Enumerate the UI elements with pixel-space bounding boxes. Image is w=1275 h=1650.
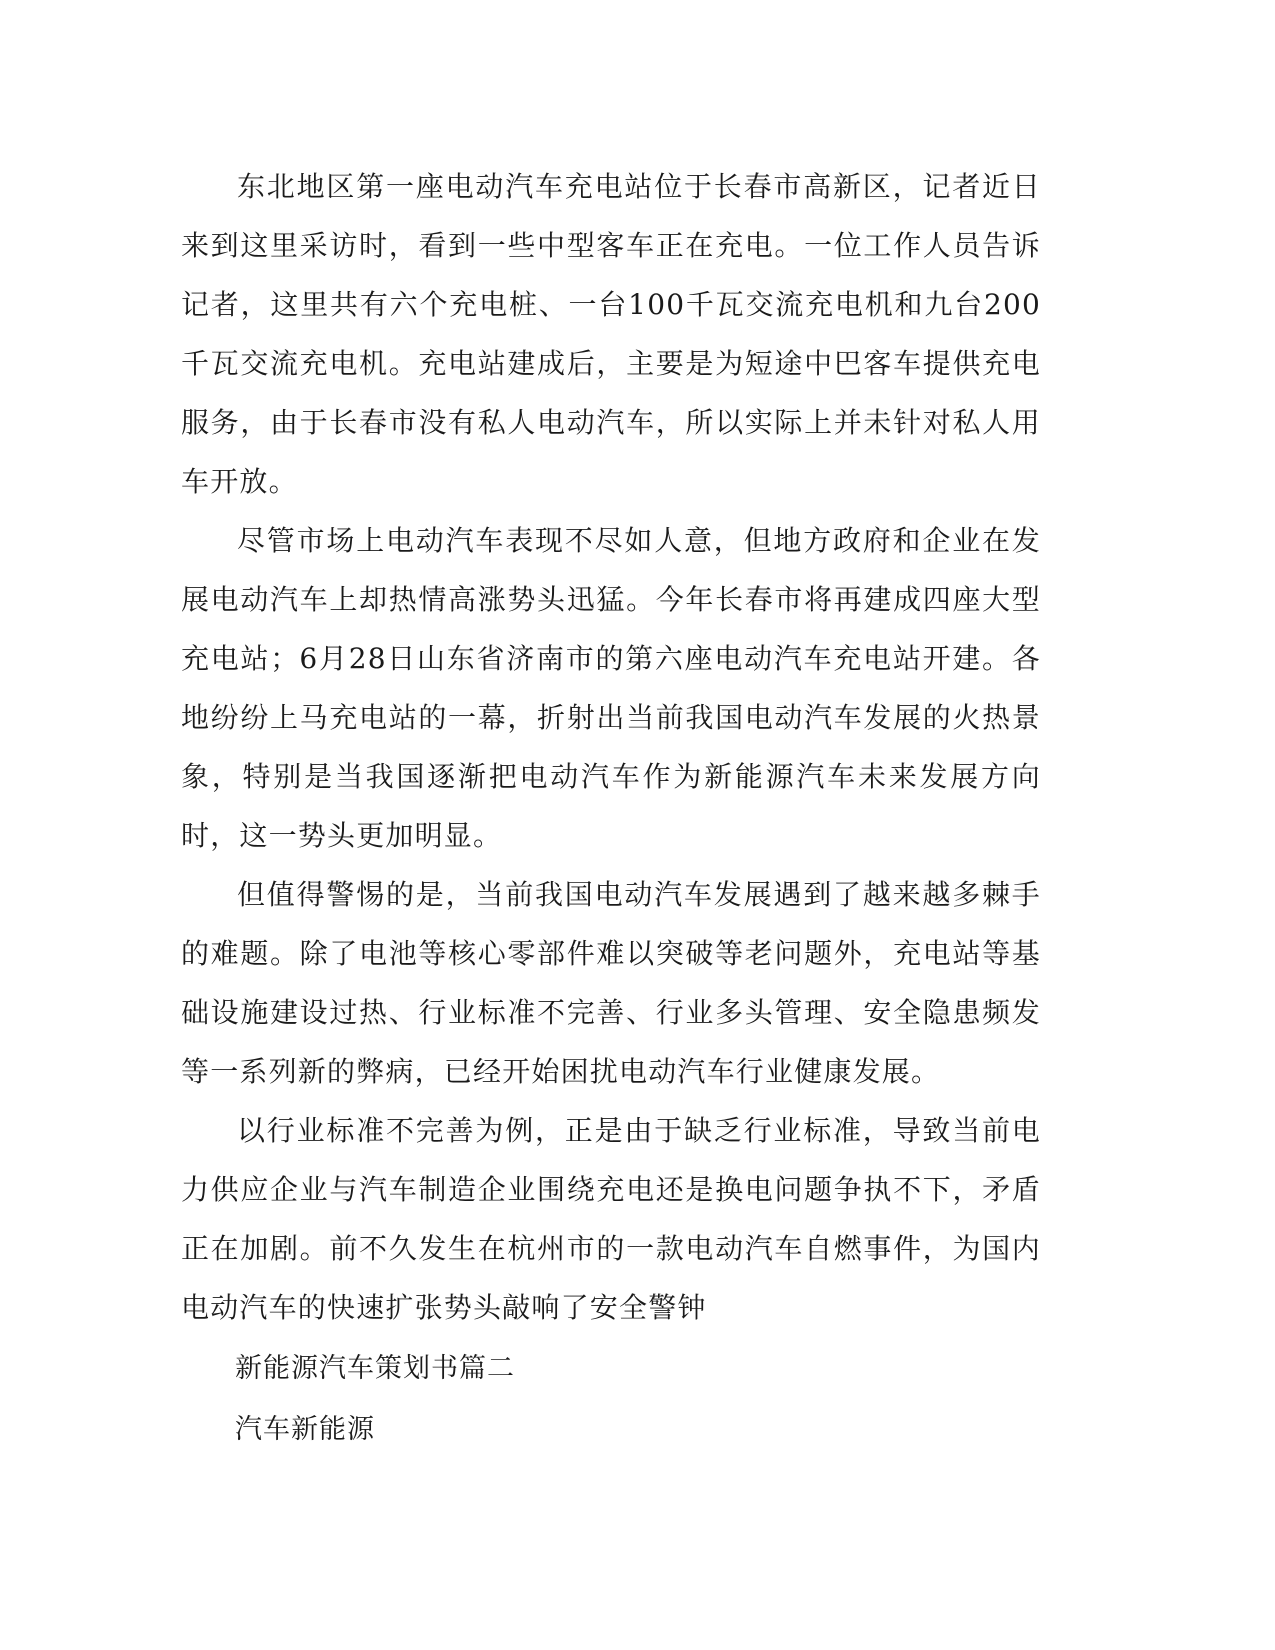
paragraph-4: 以行业标准不完善为例，正是由于缺乏行业标准，导致当前电力供应企业与汽车制造企业围绕充电还是换电问题争执不下，矛盾正在加剧。前不久发生在杭州市的一款电动汽车自燃事件，为国内电动汽车的快速扩张势头敲响了安全警钟 [181, 1114, 1041, 1324]
paragraph-1: 东北地区第一座电动汽车充电站位于长春市高新区，记者近日来到这里采访时，看到一些中型客车正在充电。一位工作人员告诉记者，这里共有六个充电桩、一台100千瓦交流充电机和九台200千瓦交流充电机。充电站建成后，主要是为短途中巴客车提供充电服务，由于长春市没有私人电动汽车，所以实际上并未针对私人用车开放。 [181, 170, 1041, 498]
paragraph-2: 尽管市场上电动汽车表现不尽如人意，但地方政府和企业在发展电动汽车上却热情高涨势头迅猛。今年长春市将再建成四座大型充电站；6月28日山东省济南市的第六座电动汽车充电站开建。各地纷纷上马充电站的一幕，折射出当前我国电动汽车发展的火热景象，特别是当我国逐渐把电动汽车作为新能源汽车未来发展方向时，这一势头更加明显。 [181, 524, 1041, 852]
section-subtitle: 汽车新能源 [235, 1414, 375, 1445]
section-title: 新能源汽车策划书篇二 [235, 1353, 515, 1384]
paragraph-3: 但值得警惕的是，当前我国电动汽车发展遇到了越来越多棘手的难题。除了电池等核心零部件难以突破等老问题外，充电站等基础设施建设过热、行业标准不完善、行业多头管理、安全隐患频发等一系列新的弊病，已经开始困扰电动汽车行业健康发展。 [181, 878, 1041, 1088]
document-body [181, 157, 1041, 1459]
